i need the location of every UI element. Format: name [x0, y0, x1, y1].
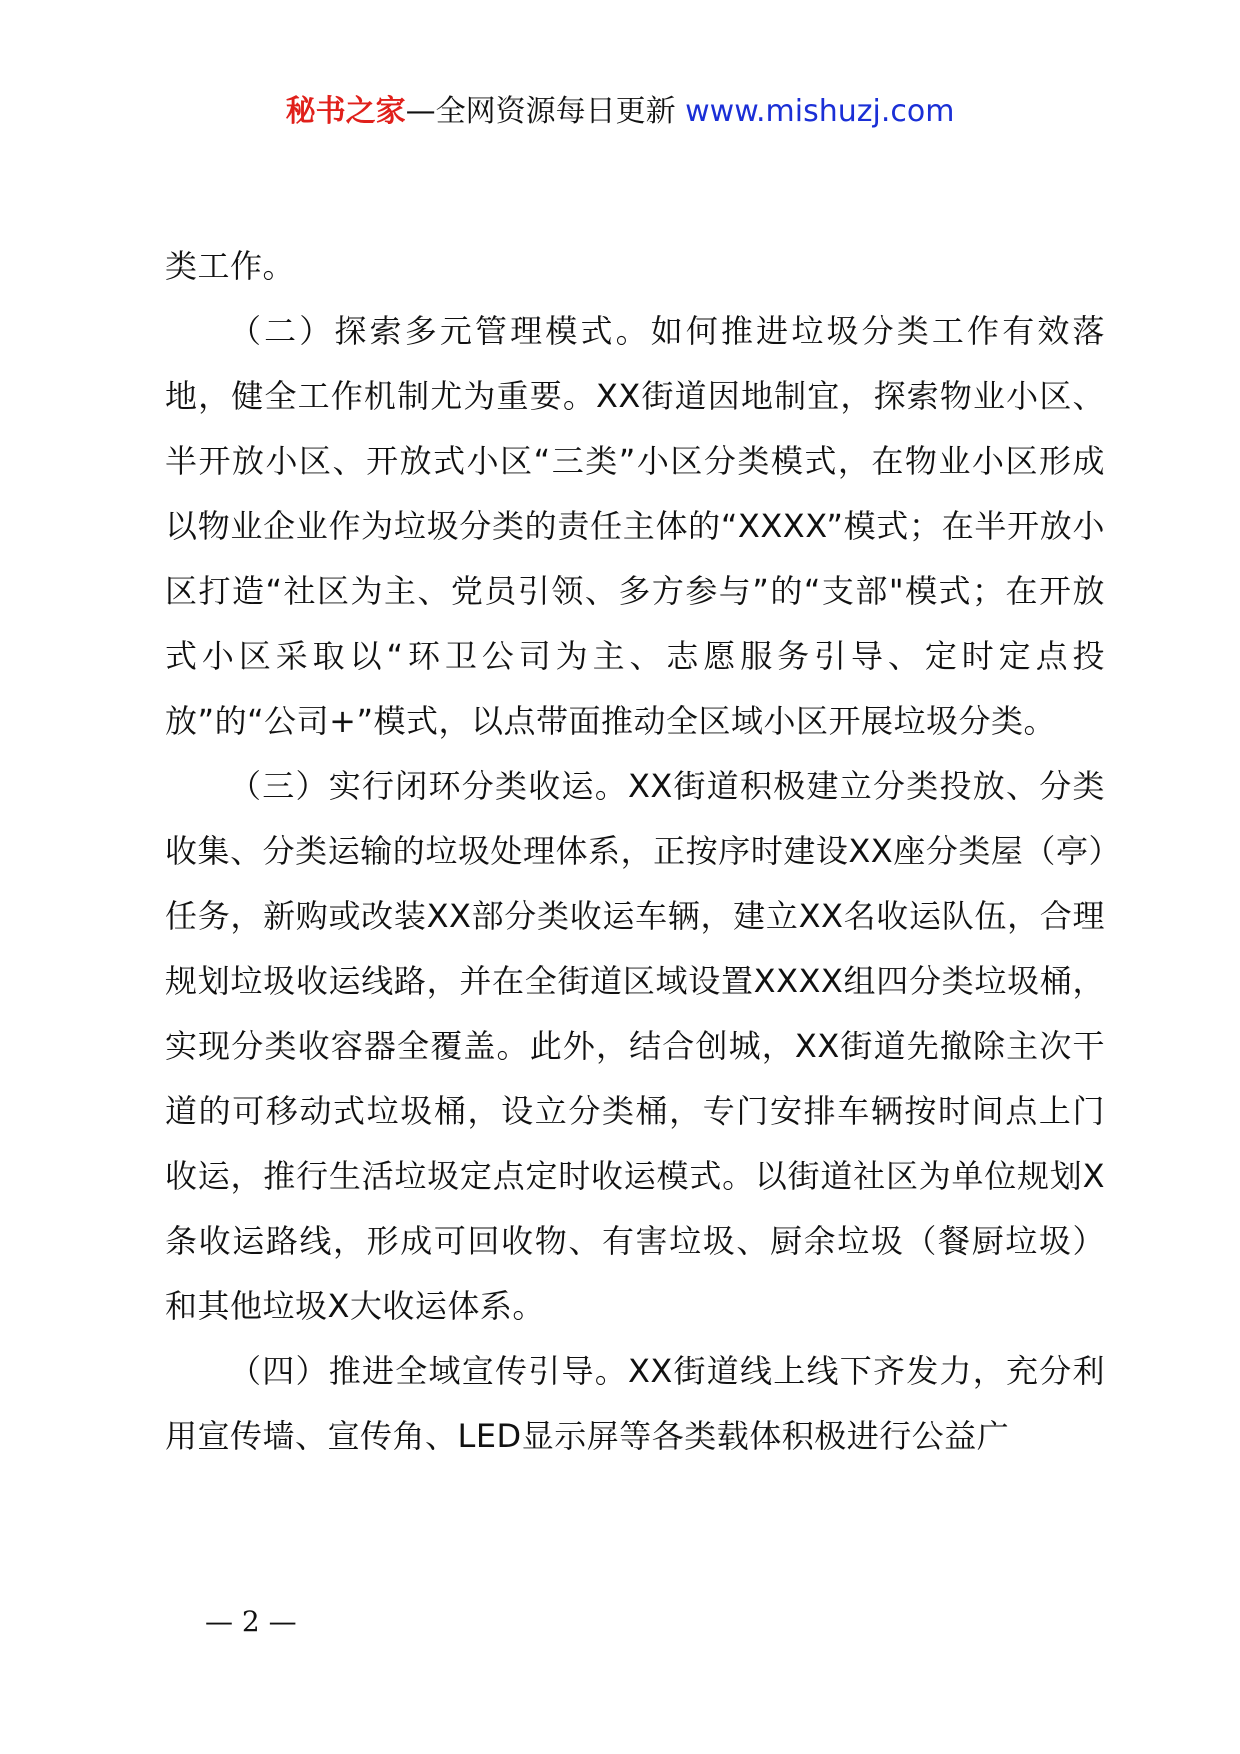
document-body: [165, 234, 1105, 1469]
header-url-link[interactable]: www.mishuzj.com: [685, 94, 955, 129]
paragraph-section-4: （四）推进全域宣传引导。XX街道线上线下齐发力，充分利用宣传墙、宣传角、LED显示屏等各类载体积极进行公益广: [165, 1352, 1105, 1455]
paragraph-section-3: （三）实行闭环分类收运。XX街道积极建立分类投放、分类收集、分类运输的垃圾处理体系，正按序时建设XX座分类屋（亭）任务，新购或改装XX部分类收运车辆，建立XX名收运队伍，合理规划垃圾收运线路，并在全街道区域设置XXXX组四分类垃圾桶，实现分类收容器全覆盖。此外，结合创城，XX街道先撤除主次干道的可移动式垃圾桶，设立分类桶，专门安排车辆按时间点上门收运，推行生活垃圾定点定时收运模式。以街道社区为单位规划X条收运路线，形成可回收物、有害垃圾、厨余垃圾（餐厨垃圾）和其他垃圾X大收运体系。: [165, 767, 1105, 1325]
page-number: — 2 —: [205, 1605, 297, 1638]
page-header: [0, 92, 1240, 132]
paragraph-continuation: 类工作。: [165, 247, 296, 285]
header-brand: 秘书之家: [285, 94, 406, 129]
header-tagline: —全网资源每日更新: [405, 94, 676, 129]
paragraph-section-2: （二）探索多元管理模式。如何推进垃圾分类工作有效落地，健全工作机制尤为重要。XX街道因地制宜，探索物业小区、半开放小区、开放式小区“三类”小区分类模式，在物业小区形成以物业企业作为垃圾分类的责任主体的“XXXX”模式；在半开放小区打造“社区为主、党员引领、多方参与”的“支部"模式；在开放式小区采取以“环卫公司为主、志愿服务引导、定时定点投放”的“公司+”模式，以点带面推动全区域小区开展垃圾分类。: [165, 312, 1105, 740]
